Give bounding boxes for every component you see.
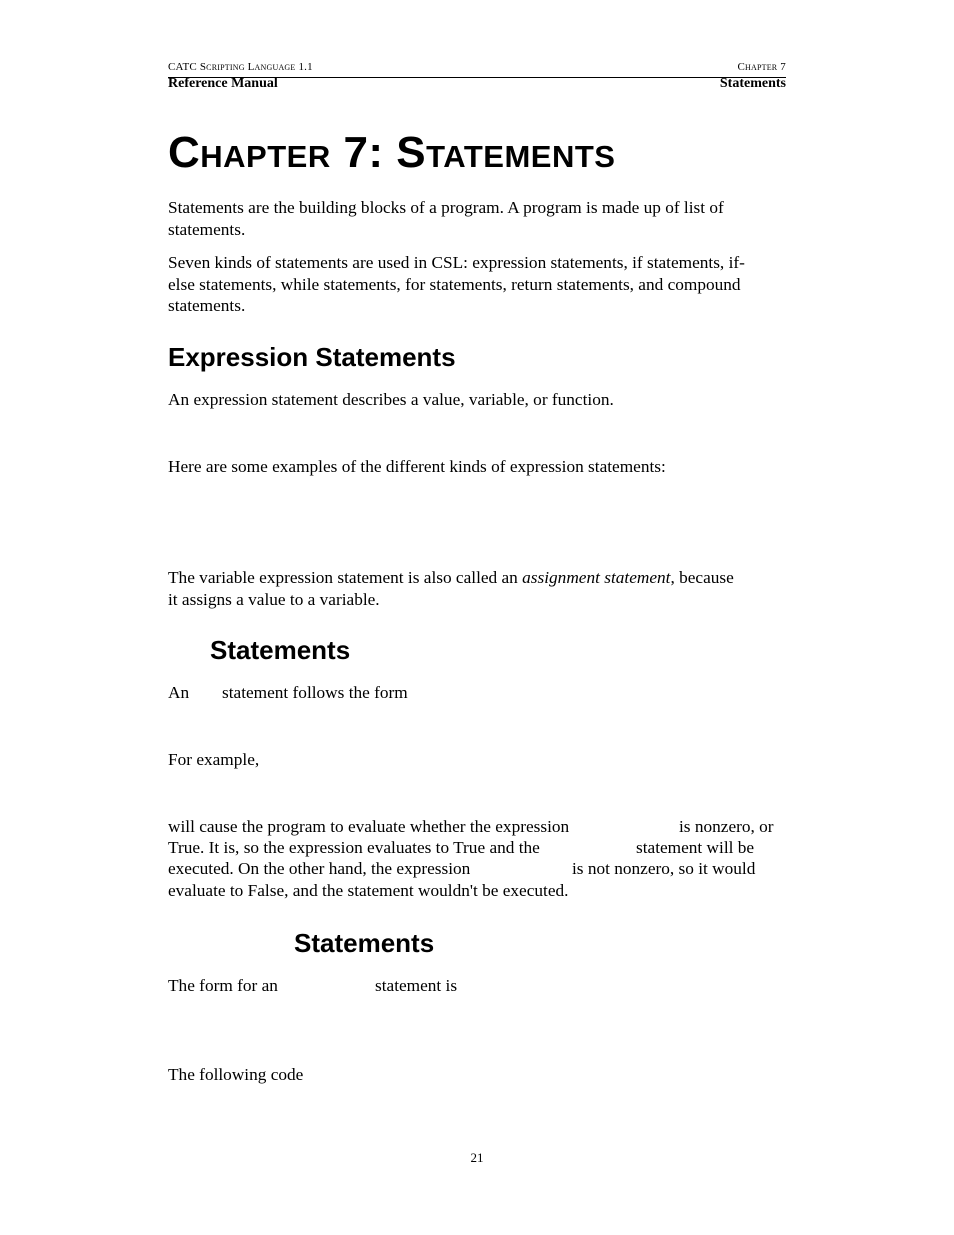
- if-statements-p1-a: An: [168, 683, 190, 702]
- expression-statements-p2: Here are some examples of the different kinds of expression statements:: [168, 457, 666, 476]
- expression-statements-heading: Expression Statements: [168, 342, 456, 372]
- assignment-statement-term: assignment statement: [522, 568, 671, 587]
- if-p3-line3-a: executed. On the other hand, the expression: [168, 859, 471, 878]
- intro-p1-line1: Statements are the building blocks of a program. A program is made up of list of: [168, 198, 724, 217]
- if-else-p1-a: The form for an: [168, 976, 278, 995]
- intro-paragraph-1: [168, 197, 724, 240]
- if-p3-line2-b: statement will be: [636, 838, 755, 857]
- if-p3-line4: evaluate to False, and the statement wouldn't be executed.: [168, 881, 569, 900]
- if-statements-p2: For example,: [168, 750, 260, 769]
- if-p3-line1-b: is nonzero, or: [679, 817, 774, 836]
- intro-p1-line2: statements.: [168, 219, 246, 239]
- page-number: 21: [470, 1150, 484, 1165]
- if-statements-heading: Statements: [210, 635, 351, 665]
- header-chapter-label: Chapter 7: [737, 61, 786, 73]
- if-else-statements-heading: Statements: [294, 928, 435, 958]
- expression-statements-p1: An expression statement describes a value, variable, or function.: [168, 390, 614, 409]
- intro-p2-line3: statements.: [168, 296, 246, 315]
- expression-p3-after: , because: [670, 568, 734, 587]
- expression-p3-before: The variable expression statement is also called an: [168, 568, 523, 587]
- expression-p3-line2: it assigns a value to a variable.: [168, 589, 380, 609]
- header-manual-title: CATC Scripting Language 1.1: [168, 61, 313, 73]
- if-else-p2: The following code: [168, 1065, 304, 1084]
- intro-p2-line2: else statements, while statements, for statements, return statements, and compound: [168, 274, 741, 294]
- intro-p2-line1: Seven kinds of statements are used in CSL: expression statements, if statements, if-: [168, 253, 745, 272]
- header-manual-subtitle: Reference Manual: [168, 76, 278, 91]
- intro-paragraph-2: [168, 252, 745, 317]
- if-else-p1-b: statement is: [375, 976, 458, 995]
- chapter-title: Chapter 7: Statements: [168, 128, 616, 177]
- if-p3-line3-b: is not nonzero, so it would: [572, 859, 756, 878]
- if-p3-line2-a: True. It is, so the expression evaluates to True and the: [168, 838, 540, 857]
- if-statements-p1-b: statement follows the form: [222, 683, 408, 702]
- if-p3-line1-a: will cause the program to evaluate whether the expression: [168, 817, 570, 836]
- header-section-name: Statements: [719, 76, 786, 91]
- expression-statements-p3: [168, 567, 734, 610]
